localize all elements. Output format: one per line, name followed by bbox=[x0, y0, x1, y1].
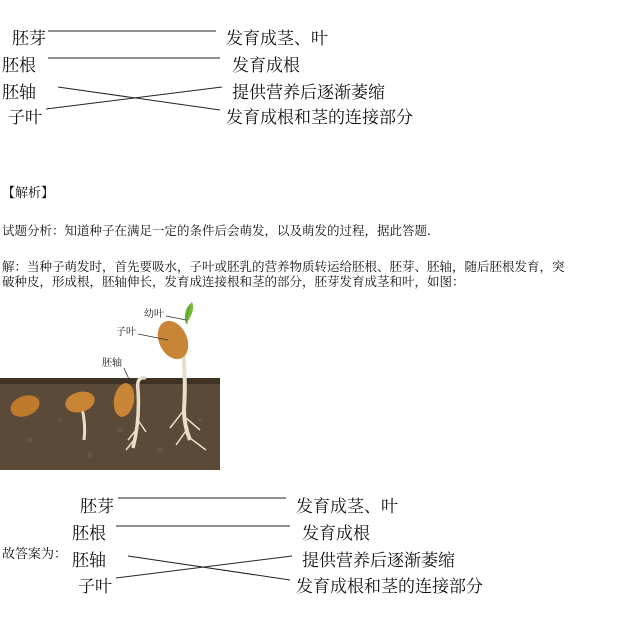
answer-left-item-2: 胚根 bbox=[72, 524, 106, 544]
answer-left-item-1: 胚芽 bbox=[80, 497, 114, 517]
top-right-item-3: 提供营养后逐渐萎缩 bbox=[232, 83, 385, 103]
label-hypocotyl: 胚轴 bbox=[102, 358, 122, 369]
top-right-item-1: 发育成茎、叶 bbox=[226, 29, 328, 49]
top-left-item-4: 子叶 bbox=[8, 108, 42, 128]
label-young-leaf: 幼叶 bbox=[144, 309, 164, 320]
analysis-para2-line2: 破种皮，形成根，胚轴伸长，发育成连接根和茎的部分，胚芽发育成茎和叶，如图： bbox=[2, 274, 465, 289]
answer-left-item-4: 子叶 bbox=[78, 577, 112, 597]
label-cotyledon: 子叶 bbox=[116, 327, 136, 338]
top-right-item-4: 发育成根和茎的连接部分 bbox=[226, 108, 413, 128]
answer-left-item-3: 胚轴 bbox=[72, 551, 106, 571]
analysis-para1: 试题分析：知道种子在满足一定的条件后会萌发，以及萌发的过程，据此答题． bbox=[2, 223, 440, 238]
answer-right-item-2: 发育成根 bbox=[302, 524, 370, 544]
answer-right-item-3: 提供营养后逐渐萎缩 bbox=[302, 551, 455, 571]
top-right-item-2: 发育成根 bbox=[232, 56, 300, 76]
answer-prefix: 故答案为： bbox=[2, 547, 68, 562]
top-left-item-3: 胚轴 bbox=[2, 83, 36, 103]
answer-line-4 bbox=[116, 556, 292, 578]
analysis-para2-line1: 解：当种子萌发时，首先要吸水，子叶或胚乳的营养物质转运给胚根、胚芽、胚轴，随后胚根发育，突 bbox=[2, 259, 565, 274]
top-left-item-2: 胚根 bbox=[2, 56, 36, 76]
answer-right-item-4: 发育成根和茎的连接部分 bbox=[296, 577, 483, 597]
answer-right-item-1: 发育成茎、叶 bbox=[296, 497, 398, 517]
analysis-heading: 【解析】 bbox=[2, 186, 55, 201]
top-left-item-1: 胚芽 bbox=[12, 29, 46, 49]
